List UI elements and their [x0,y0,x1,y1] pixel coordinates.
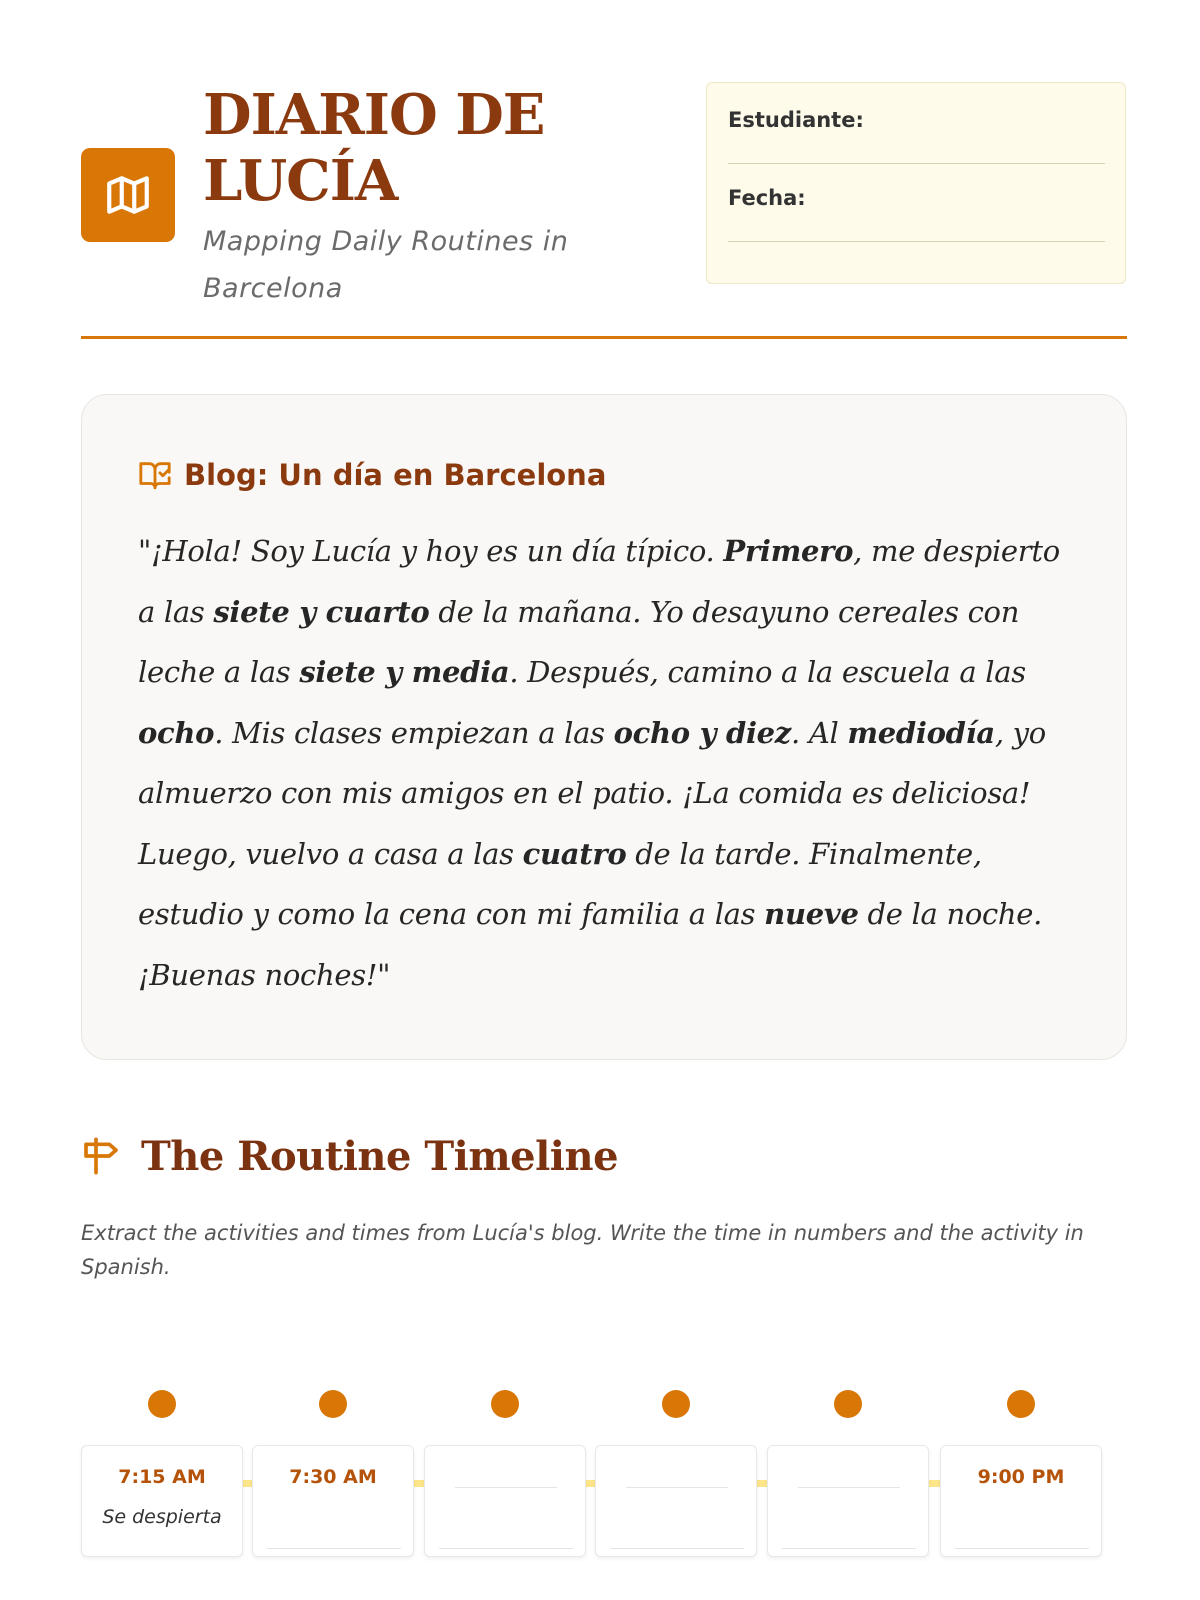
timeline-dot [491,1390,519,1418]
timeline-heading [81,1128,1127,1184]
timeline-card[interactable] [595,1445,757,1557]
timeline-title: The Routine Timeline [141,1132,619,1180]
header [81,82,1127,336]
blog-title: Blog: Un día en Barcelona [184,458,607,492]
timeline-item [595,1390,757,1570]
blog-time-phrase: siete y media [299,655,510,689]
student-info-box [706,82,1126,284]
blog-time-phrase: Primero [723,534,854,568]
page-subtitle: Mapping Daily Routines in Barcelona [203,226,569,304]
blog-text-run: . Mis clases empiezan a las [214,715,614,750]
timeline-instructions: Extract the activities and times from Lucía's blog. Write the time in numbers and the activity in Spanish. [81,1221,1084,1279]
blog-text-run: de la noche. ¡Buenas noches!" [138,897,1043,992]
timeline-time-blank[interactable] [798,1487,900,1488]
map-icon [103,170,153,220]
blog-text-run: , me despierto a las [138,534,1060,629]
timeline-item [767,1390,929,1570]
timeline-activity-blank[interactable] [439,1548,573,1549]
blog-text-run: de la tarde. Finalmente, estudio y como la cena con mi familia a las [138,836,982,931]
timeline-card[interactable] [940,1445,1102,1557]
timeline-activity-blank[interactable] [955,1548,1089,1549]
blog-time-phrase: nueve [764,897,859,931]
timeline-activity-blank[interactable] [267,1548,401,1549]
timeline-dot [834,1390,862,1418]
timeline-dot [1007,1390,1035,1418]
timeline-time: 7:15 AM [118,1466,206,1488]
blog-text-run: , yo almuerzo con mis amigos en el patio. ¡La comida es deliciosa! Luego, vuelvo a casa a las [138,715,1046,871]
blog-text-run: "¡Hola! Soy Lucía y hoy es un día típico. [138,534,724,568]
timeline-activity-blank[interactable] [610,1548,744,1549]
timeline-card[interactable] [767,1445,929,1557]
timeline-time-blank[interactable] [455,1487,557,1488]
student-label: Estudiante: [728,108,864,132]
blog-text-run: . Después, camino a la escuela a las [509,655,1026,689]
book-check-icon [138,458,172,492]
timeline-activity: Se despierta [102,1506,222,1528]
date-line[interactable] [728,241,1105,242]
routine-timeline [81,1390,1127,1570]
timeline-item [940,1390,1102,1570]
timeline-card[interactable] [252,1445,414,1557]
header-divider [81,336,1127,339]
timeline-time: 9:00 PM [977,1466,1065,1488]
page-title: DIARIO DE LUCÍA [203,82,545,214]
blog-time-phrase: mediodía [847,715,995,750]
logo-badge [81,148,175,242]
blog-time-phrase: ocho y diez [613,715,791,750]
timeline-time: 7:30 AM [289,1466,377,1488]
timeline-dot [319,1390,347,1418]
title-block [203,82,703,312]
timeline-dot [662,1390,690,1418]
blog-card [81,394,1127,1060]
blog-text-run: de la mañana. Yo desayuno cereales con leche a las [138,594,1020,689]
timeline-item [252,1390,414,1570]
blog-time-phrase: ocho [138,715,215,750]
blog-time-phrase: cuatro [522,836,627,871]
timeline-card[interactable] [81,1445,243,1557]
blog-text [138,521,1070,1005]
student-name-line[interactable] [728,163,1105,164]
timeline-dot [148,1390,176,1418]
signpost-icon [81,1136,121,1176]
date-label: Fecha: [728,186,806,210]
blog-time-phrase: siete y cuarto [213,594,430,629]
timeline-time-blank[interactable] [626,1487,728,1488]
timeline-card[interactable] [424,1445,586,1557]
timeline-item [81,1390,243,1570]
timeline-item [424,1390,586,1570]
blog-text-run: . Al [790,715,848,750]
timeline-activity-blank[interactable] [782,1548,916,1549]
blog-heading [138,455,1070,495]
